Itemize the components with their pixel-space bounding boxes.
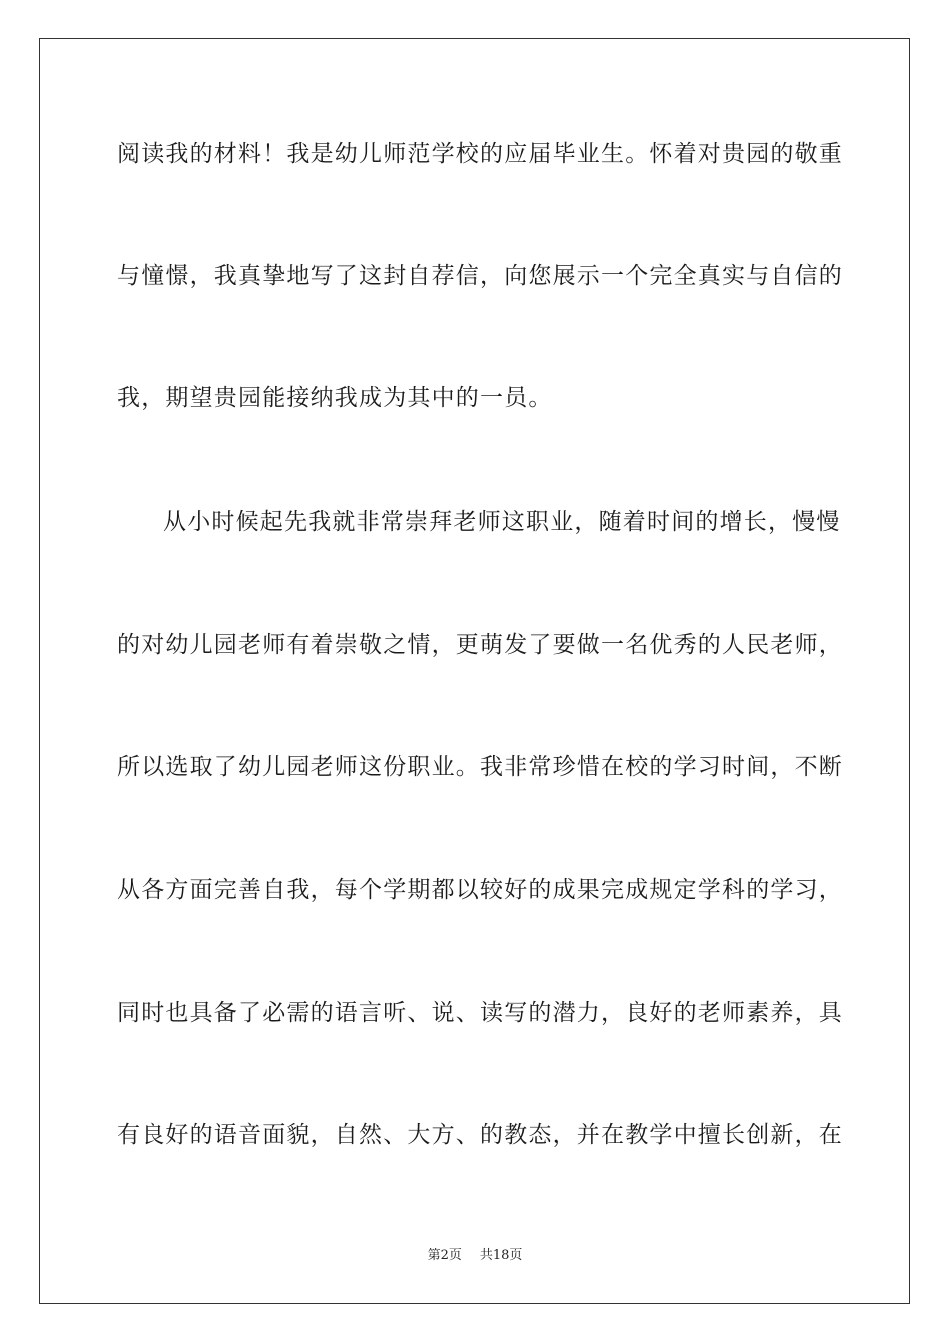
body-text-line: 阅读我的材料！我是幼儿师范学校的应届毕业生。怀着对贵园的敬重 <box>117 141 843 167</box>
page-number: 第2页 <box>427 1248 462 1263</box>
body-text-line: 的对幼儿园老师有着崇敬之情，更萌发了要做一名优秀的人民老师， <box>117 632 843 658</box>
paragraph-first-line: 从小时候起先我就非常崇拜老师这职业，随着时间的增长，慢慢 <box>163 509 841 535</box>
body-text-line: 所以选取了幼儿园老师这份职业。我非常珍惜在校的学习时间，不断 <box>117 754 843 780</box>
page-total: 共18页 <box>479 1248 523 1263</box>
body-text-line: 同时也具备了必需的语言听、说、读写的潜力，良好的老师素养，具 <box>117 1000 843 1026</box>
page-footer <box>0 1247 950 1265</box>
body-text-line: 我，期望贵园能接纳我成为其中的一员。 <box>117 385 553 411</box>
page-border <box>39 38 910 1304</box>
body-text-line: 与憧憬，我真挚地写了这封自荐信，向您展示一个完全真实与自信的 <box>117 263 843 289</box>
body-text-line: 有良好的语音面貌，自然、大方、的教态，并在教学中擅长创新，在 <box>117 1122 843 1148</box>
body-text-line: 从各方面完善自我，每个学期都以较好的成果完成规定学科的学习， <box>117 877 843 903</box>
